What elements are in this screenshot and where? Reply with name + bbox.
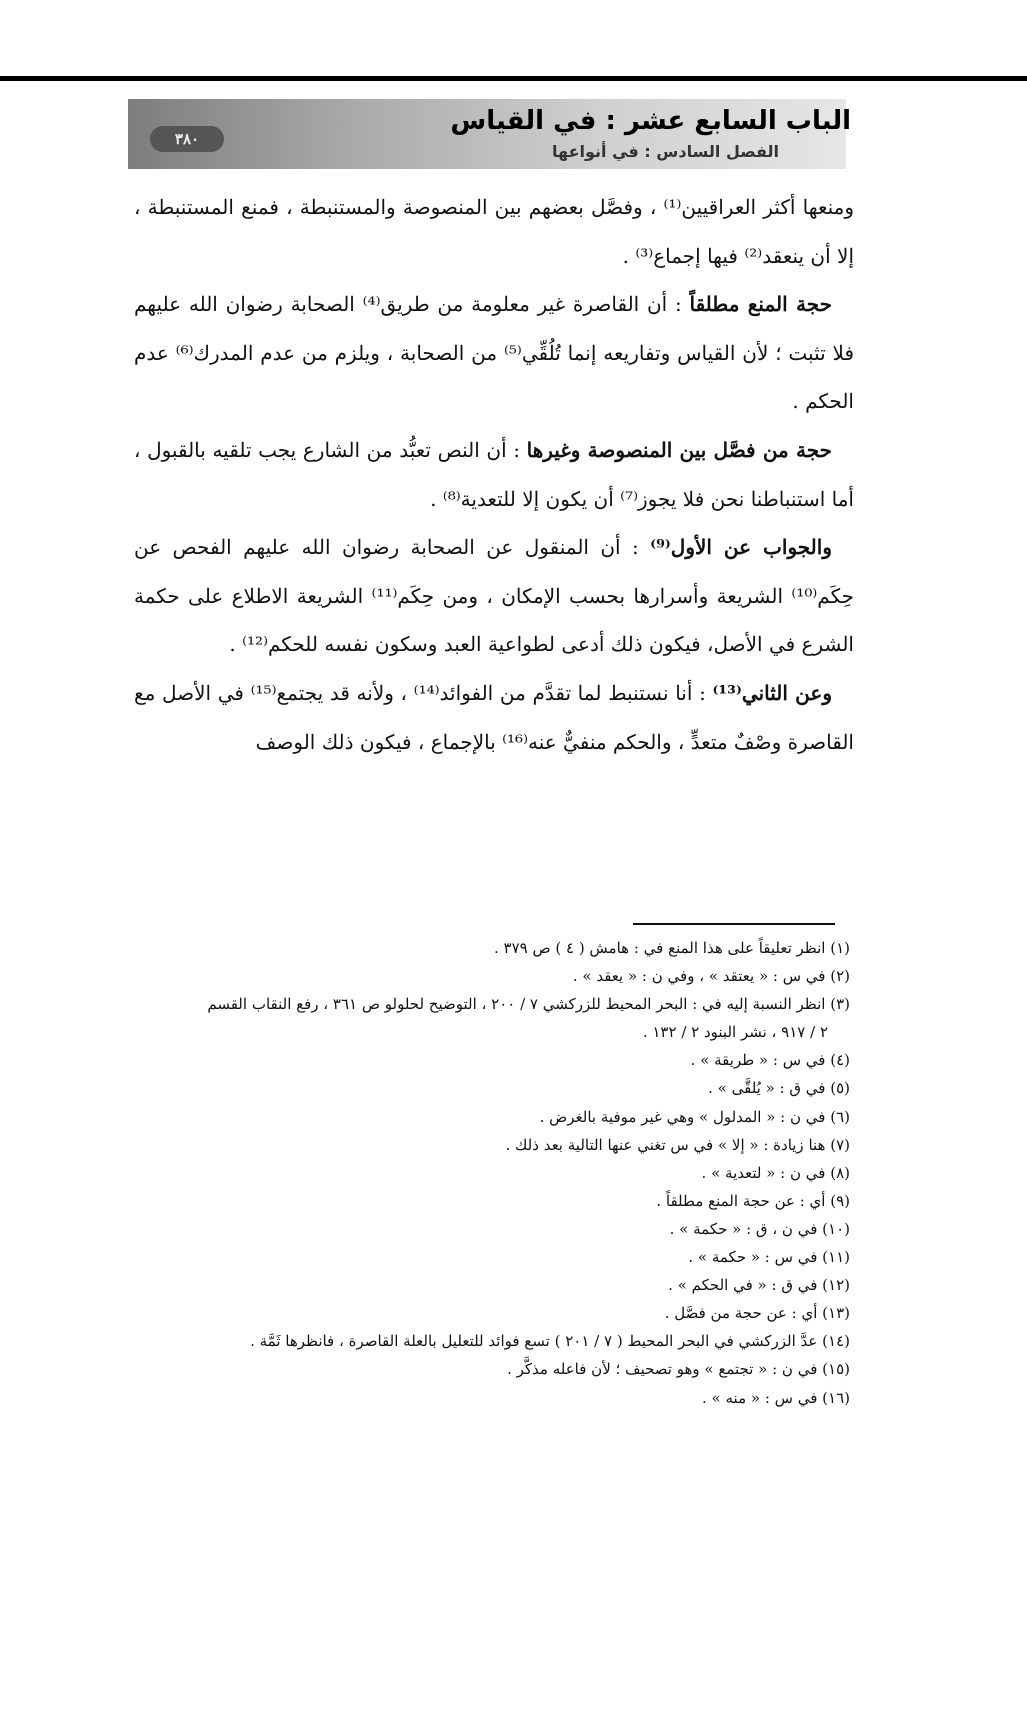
footnote-5: (٥) في ق : « يُلقَّى » . <box>708 1079 850 1098</box>
footnote-3: (٣) انظر النسبة إليه في : البحر المحيط للزركشي ٧ / ٢٠٠ ، التوضيح لحلولو ص ٣٦١ ، رفع النقاب القسم <box>207 995 850 1014</box>
footnote-separator <box>633 923 835 925</box>
top-rule <box>0 76 1027 81</box>
footnote-3-continuation: ٢ / ٩١٧ ، نشر البنود ٢ / ١٣٢ . <box>642 1023 828 1042</box>
paragraph-5 <box>134 669 854 766</box>
footnote-16: (١٦) في س : « منه » . <box>702 1388 850 1407</box>
section-title: الفصل السادس : في أنواعها <box>552 142 779 161</box>
footnote-12: (١٢) في ق : « في الحكم » . <box>668 1276 850 1295</box>
footnote-13: (١٣) أي : عن حجة من فصَّل . <box>664 1304 850 1323</box>
paragraph-2-heading: حجة المنع مطلقاً <box>689 292 833 317</box>
footnote-9: (٩) أي : عن حجة المنع مطلقاً . <box>656 1191 850 1210</box>
footnote-7: (٧) هنا زيادة : « إلا » في س تغني عنها التالية بعد ذلك . <box>505 1135 850 1154</box>
page-number: ٣٨٠ <box>150 126 224 152</box>
paragraph-3-heading: حجة من فصَّل بين المنصوصة وغيرها <box>526 437 832 462</box>
paragraph-2 <box>134 280 854 426</box>
paragraph-3 <box>134 426 854 523</box>
footnote-14: (١٤) عدَّ الزركشي في البحر المحيط ( ٧ / ٢٠١ ) تسع فوائد للتعليل بالعلة القاصرة ، فانظرها ثَمَّة . <box>250 1332 850 1351</box>
footnote-1: (١) انظر تعليقاً على هذا المنع في : هامش ( ٤ ) ص ٣٧٩ . <box>493 939 850 957</box>
footnotes <box>160 934 850 1412</box>
footnote-15: (١٥) في ن : « تجتمع » وهو تصحيف ؛ لأن فاعله مذكَّر . <box>507 1360 850 1379</box>
paragraph-5-text: : أنا نستنبط لما تقدَّم من الفوائد⁽¹⁴⁾ ، ولأنه قد يجتمع⁽¹⁵⁾ في الأصل مع القاصرة وصْفٌ متعدٍّ ، والحكم منفيٌّ عنه⁽¹⁶⁾ بالإجماع ، فيكون ذلك الوصف <box>134 680 854 754</box>
footnote-10: (١٠) في ن ، ق : « حكمة » . <box>669 1219 850 1238</box>
paragraph-5-heading: وعن الثاني⁽¹³⁾ <box>712 680 832 705</box>
footnote-4: (٤) في س : « طريقة » . <box>690 1051 850 1070</box>
chapter-title: الباب السابع عشر : في القياس <box>450 106 851 136</box>
paragraph-2-text: : أن القاصرة غير معلومة من طريق⁽⁴⁾ الصحابة رضوان الله عليهم فلا تثبت ؛ لأن القياس وتفاريعه إنما تُلُقِّي⁽⁵⁾ من الصحابة ، ويلزم من عدم المدرك⁽⁶⁾ عدم الحكم . <box>134 292 855 414</box>
paragraph-4-text: : أن المنقول عن الصحابة رضوان الله عليهم الفحص عن حِكَم⁽¹⁰⁾ الشريعة وأسرارها بحسب الإمكان ، ومن حِكَم⁽¹¹⁾ الشريعة الاطلاع على حكمة الشرع في الأصل، فيكون ذلك أدعى لطواعية العبد وسكون نفسه للحكم⁽¹²⁾ . <box>134 535 854 657</box>
paragraph-4 <box>134 523 854 669</box>
main-text <box>134 183 854 766</box>
paragraph-4-heading: والجواب عن الأول⁽⁹⁾ <box>650 535 832 560</box>
footnote-6: (٦) في ن : « المدلول » وهي غير موفية بالغرض . <box>539 1107 850 1126</box>
paragraph-1: ومنعها أكثر العراقيين⁽¹⁾ ، وفصَّل بعضهم بين المنصوصة والمستنبطة ، فمنع المستنبطة ، إلا أن ينعقد⁽²⁾ فيها إجماع⁽³⁾ . <box>134 195 854 268</box>
paragraph-3-text: : أن النص تعبُّد من الشارع يجب تلقيه بالقبول ، أما استنباطنا نحن فلا يجوز⁽⁷⁾ أن يكون إلا للتعدية⁽⁸⁾ . <box>134 437 854 511</box>
footnote-8: (٨) في ن : « لتعدية » . <box>701 1163 850 1182</box>
footnote-11: (١١) في س : « حكمة » . <box>688 1248 850 1267</box>
footnote-2: (٢) في س : « يعتقد » ، وفي ن : « يعقد » . <box>572 967 850 986</box>
